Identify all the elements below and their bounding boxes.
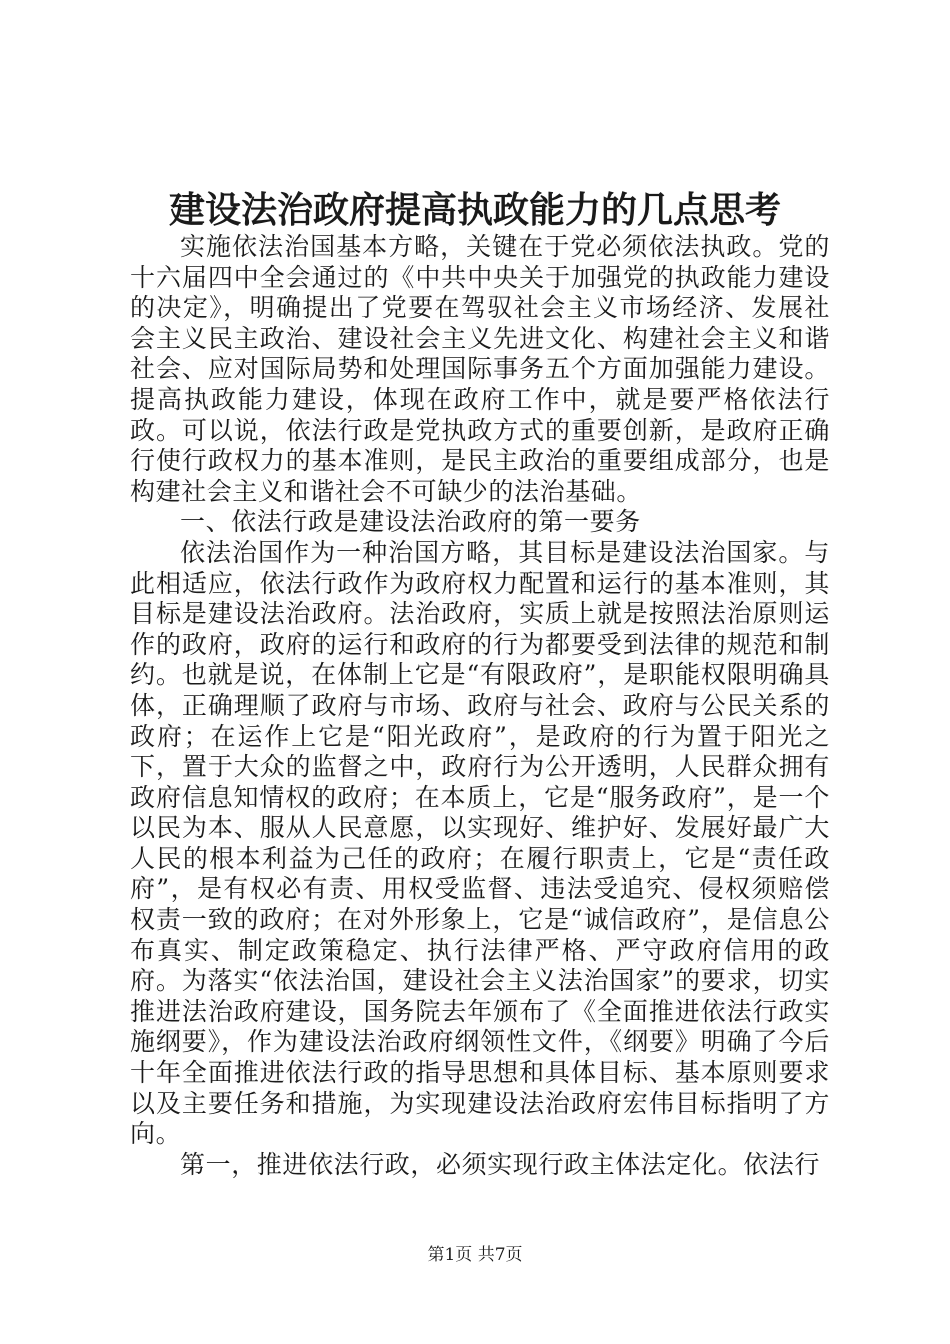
document-body [130, 232, 830, 1180]
section-heading-1: 一、依法行政是建设法治政府的第一要务 [180, 507, 641, 537]
document-title: 建设法治政府提高执政能力的几点思考 [168, 189, 781, 231]
intro-paragraph: 实施依法治国基本方略，关键在于党必须依法执政。党的十六届四中全会通过的《中共中央关于加强党的执政能力建设的决定》，明确提出了党要在驾驭社会主义市场经济、发展社会主义民主政治、建设社会主义先进文化、构建社会主义和谐社会、应对国际局势和处理国际事务五个方面加强能力建设。提高执政能力建设，体现在政府工作中，就是要严格依法行政。可以说，依法行政是党执政方式的重要创新，是政府正确行使行政权力的基本准则，是民主政治的重要组成部分，也是构建社会主义和谐社会不可缺少的法治基础。 [130, 232, 830, 506]
page-footer [0, 1244, 950, 1266]
section-1-paragraph: 依法治国作为一种治国方略，其目标是建设法治国家。与此相适应，依法行政作为政府权力配置和运行的基本准则，其目标是建设法治政府。法治政府，实质上就是按照法治原则运作的政府，政府的运行和政府的行为都要受到法律的规范和制约。也就是说，在体制上它是“有限政府”，是职能权限明确具体，正确理顺了政府与市场、政府与社会、政府与公民关系的政府；在运作上它是“阳光政府”，是政府的行为置于阳光之下，置于大众的监督之中，政府行为公开透明，人民群众拥有政府信息知情权的政府；在本质上，它是“服务政府”，是一个以民为本、服从人民意愿，以实现好、维护好、发展好最广大人民的根本利益为己任的政府；在履行职责上，它是“责任政府”，是有权必有责、用权受监督、违法受追究、侵权须赔偿权责一致的政府；在对外形象上，它是“诚信政府”，是信息公布真实、制定政策稳定、执行法律严格、严守政府信用的政府。为落实“依法治国，建设社会主义法治国家”的要求，切实推进法治政府建设，国务院去年颁布了《全面推进依法行政实施纲要》，作为建设法治政府纲领性文件，《纲要》明确了今后十年全面推进依法行政的指导思想和具体目标、基本原则要求以及主要任务和措施，为实现建设法治政府宏伟目标指明了方向。 [130, 537, 830, 1149]
point-one-paragraph: 第一，推进依法行政，必须实现行政主体法定化。依法行 [180, 1149, 821, 1179]
page-number-indicator: 第1页 共7页 [427, 1245, 523, 1265]
